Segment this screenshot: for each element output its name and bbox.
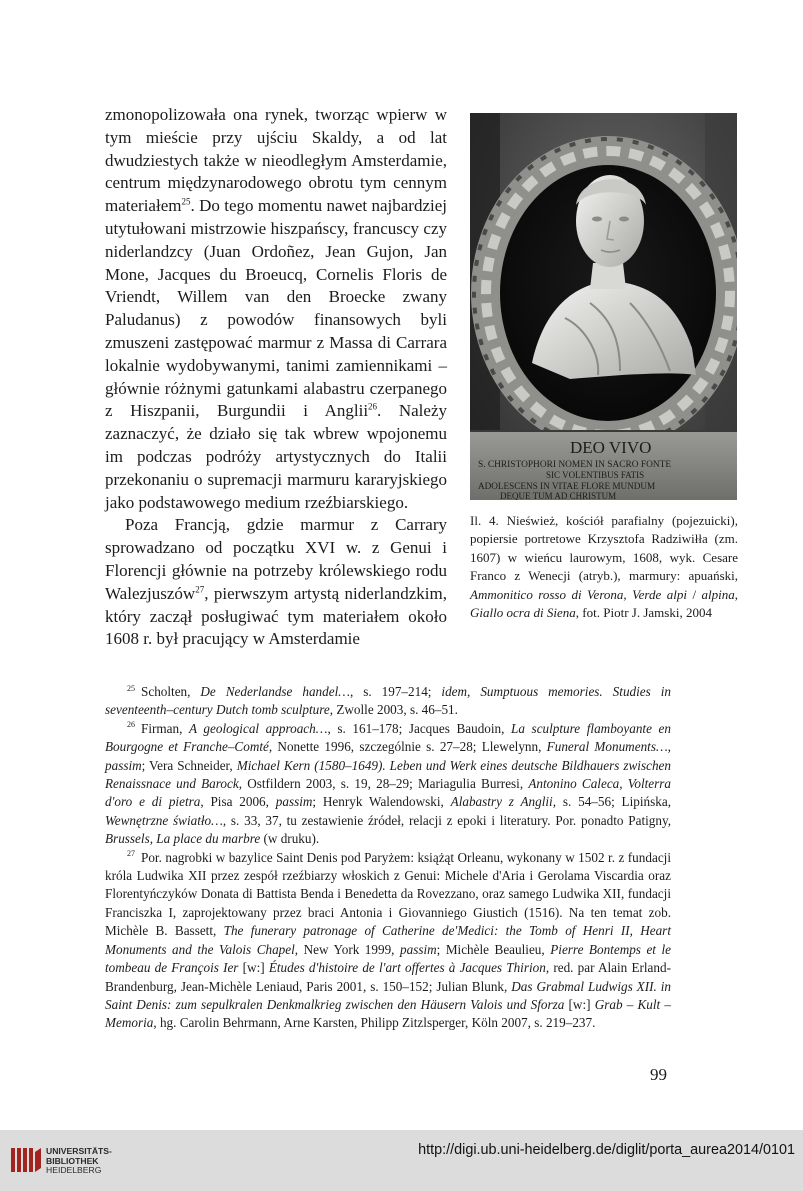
- footnote-text: , Nonette 1996, szczególnie s. 27–28; Llewelynn,: [268, 739, 547, 755]
- figure-caption: [470, 512, 738, 622]
- footnote-italic: passim: [275, 794, 313, 810]
- figure-photograph: [470, 113, 737, 500]
- library-footer-bar: [0, 1130, 803, 1191]
- footnote-text: , s. 33, 37, tu zestawienie źródeł, relacji z epoki i literatury. Por. ponadto Patigny,: [222, 812, 671, 828]
- footnote-26: [105, 720, 671, 849]
- caption-text: Il. 4. Nieśwież, kościół parafialny (pojezuicki), popiersie portretowe Krzysztofa Radziwiłła (zm. 1607) w wieńcu laurowym, 1608, wyk. Cesare Franco z Wenecji (atryb.), marmury: apuański,: [470, 513, 738, 584]
- footnote-text: [w:]: [238, 960, 269, 976]
- footnote-number: 27: [127, 849, 135, 859]
- footnote-text: Scholten,: [141, 684, 201, 699]
- footnote-italic: Michael Kern (1580–1649). Leben und Werk eines deutsche Bildhauers zwischen Renaissnace und Barock: [105, 757, 671, 792]
- footnote-italic: passim: [400, 941, 437, 957]
- text-run: . Do tego momentu nawet najbardziej utytułowani mistrzowie hiszpańscy, francuscy czy niderlandzcy (Juan Ordoñez, Jean Gujon, Jan Mone, Jacques du Broeucq, Cornelis Floris de Vriendt, Willem van den Broecke zwany Paludanus) z powodów finansowych byli zmuszeni zastępować marmur z Massa di Carrara lokalnie wydobywanymi, tanimi zamiennikami – głównie różnymi gatunkami alabastru czerpanego z Hiszpanii, Burgundii i Anglii: [105, 196, 447, 421]
- footnote-italic: Études d'histoire de l'art offertes à Jacques Thirion: [268, 960, 546, 976]
- footnote-text: , hg. Carolin Behrmann, Arne Karsten, Philipp Zitzlsperger, Köln 2007, s. 219–237.: [153, 1015, 596, 1031]
- footnote-ref[interactable]: 27: [195, 584, 205, 595]
- caption-text: ,: [734, 586, 739, 602]
- text-run: Poza Francją, gdzie marmur z Carrary sprowadzano od początku XVI w. z Genui i Florencji głównie na potrzeby królewskiego rodu Walezjuszów: [105, 515, 447, 603]
- footnote-italic: De Nederlandse handel…: [200, 684, 350, 699]
- caption-text: ,: [623, 586, 633, 602]
- footnote-text: Por. nagrobki w bazylice Saint Denis pod Paryżem: książąt Orleanu, wykonany w 1502 r. z fundacji króla Ludwika XII przez zespół rzeźbiarzy włoskich z Genui: Michele d'Aria i Gerolama Viscardia oraz Florentyńczyków Donata di Battista Benda i Benedetta da Rovezzano, oraz samego Ludwika XII, fundacji Franciszka I, zaprojektowany przez braci Antonia i Giovanniego Giustich (1516). Na ten temat zob. Michèle B. Bassett,: [105, 849, 671, 939]
- text-run: , pierwszym artystą niderlandzkim, który zaczął posługiwać tym materiałem około 1608 r. był pracujący w Amsterdamie: [105, 583, 447, 649]
- paragraph: [105, 514, 447, 651]
- footnote-text: , Pisa 2006,: [200, 794, 276, 810]
- footnote-text: , New York 1999,: [294, 941, 400, 957]
- footnote-italic: A geological approach…: [189, 720, 328, 736]
- footnote-italic: La sculpture flamboyante en Bourgogne et Franche–Comté: [105, 720, 671, 755]
- source-url-link[interactable]: http://digi.ub.uni-heidelberg.de/diglit/porta_aurea2014/0101: [418, 1142, 795, 1158]
- footnote-italic: Pierre Bontemps et le tombeau de François Ier: [105, 941, 671, 976]
- footnote-text: (w druku).: [260, 831, 320, 847]
- footnote-text: [w:]: [564, 996, 595, 1012]
- footnote-text: , red. par Alain Erland-Brandenburg, Jean-Michèle Leniaud, Paris 2001, s. 150–152; Julian Blunk,: [105, 960, 671, 994]
- page-number: 99: [650, 1065, 667, 1084]
- caption-text: , fot. Piotr J. Jamski, 2004: [575, 605, 712, 621]
- library-logo-icon: [8, 1142, 44, 1178]
- paragraph: [105, 104, 447, 514]
- footnotes-section: [105, 683, 671, 1033]
- footnote-italic: Antonino Caleca, Volterra d'oro e di pietra: [105, 776, 672, 810]
- footnote-italic: Grab – Kult – Memoria: [105, 996, 671, 1031]
- caption-italic: Ammonitico rosso di Verona: [470, 586, 624, 602]
- footnote-italic: idem, Sumptuous memories. Studies in seventeenth–century Dutch tomb sculpture: [105, 684, 671, 718]
- footnote-italic: Funeral Monuments…, passim: [105, 739, 671, 773]
- footnote-number: 25: [127, 683, 135, 693]
- footnote-text: , s. 197–214;: [349, 684, 442, 699]
- library-name-line: UNIVERSITÄTS-: [46, 1146, 112, 1156]
- caption-italic: alpina: [701, 586, 735, 602]
- footnote-27: [105, 849, 671, 1033]
- footnote-25: [105, 683, 671, 720]
- footnote-text: , s. 54–56; Lipińska,: [552, 794, 672, 810]
- caption-text: /: [686, 586, 702, 602]
- footnote-italic: Brussels, La place du marbre: [105, 831, 261, 847]
- plaque-inscription-line: DEQUE TUM AD CHRISTUM: [500, 491, 617, 500]
- footnote-italic: Alabastry z Anglii: [450, 794, 553, 810]
- plaque-inscription-line: ADOLESCENS IN VITAE FLORE MUNDUM: [478, 481, 656, 491]
- plaque-inscription-line: S. CHRISTOPHORI NOMEN IN SACRO FONTE: [478, 460, 672, 470]
- footnote-italic: Das Grabmal Ludwigs XII. in Saint Denis: zum sepulkralen Denkmalkrieg zwischen den Häusern Valois und Sforza: [105, 978, 671, 1012]
- footnote-ref[interactable]: 25: [181, 196, 191, 207]
- bust-photo-illustration: [470, 113, 737, 500]
- footnote-text: ; Henryk Walendowski,: [312, 794, 451, 810]
- text-run: . Należy zaznaczyć, że działo się tak wbrew wpojonemu im podczas podróży artystycznych do Italii przekonaniu o supremacji marmuru kararyjskiego jako podstawowego medium rzeźbiarskiego.: [105, 401, 447, 512]
- footnote-text: , Ostfildern 2003, s. 19, 28–29; Mariagulia Burresi,: [238, 776, 529, 792]
- footnote-text: , Zwolle 2003, s. 46–51.: [329, 702, 458, 718]
- footnote-italic: The funerary patronage of Catherine de'Medici: the Tomb of Henri II, Heart Monuments and the Valois Chapel: [105, 923, 671, 957]
- caption-italic: Giallo ocra di Siena: [470, 605, 576, 621]
- footnote-ref[interactable]: 26: [368, 401, 378, 412]
- plaque-inscription-line: DEO VIVO: [570, 438, 652, 457]
- text-run: zmonopolizowała ona rynek, tworząc wpierw w tym mieście przy ujściu Skaldy, a od lat dwudziestych także w nieodległym Amsterdamie, centrum międzynarodowego obrotu tym cennym materiałem: [105, 105, 447, 216]
- footnote-text: , s. 161–178; Jacques Baudoin,: [327, 720, 512, 736]
- footnote-italic: Wewnętrzne światło…: [105, 812, 223, 828]
- footnote-number: 26: [127, 720, 135, 730]
- plaque-inscription-line: SIC VOLENTIBUS FATIS: [546, 470, 645, 480]
- library-name-line: BIBLIOTHEK: [46, 1155, 99, 1166]
- caption-italic: Verde alpi: [632, 586, 687, 602]
- library-name: [46, 1147, 112, 1176]
- footnote-text: Firman,: [141, 720, 189, 736]
- main-text-column: [105, 104, 447, 651]
- footnote-text: ; Michèle Beaulieu,: [436, 941, 551, 957]
- library-name-line: HEIDELBERG: [46, 1165, 102, 1176]
- footnote-text: ; Vera Schneider,: [141, 757, 237, 773]
